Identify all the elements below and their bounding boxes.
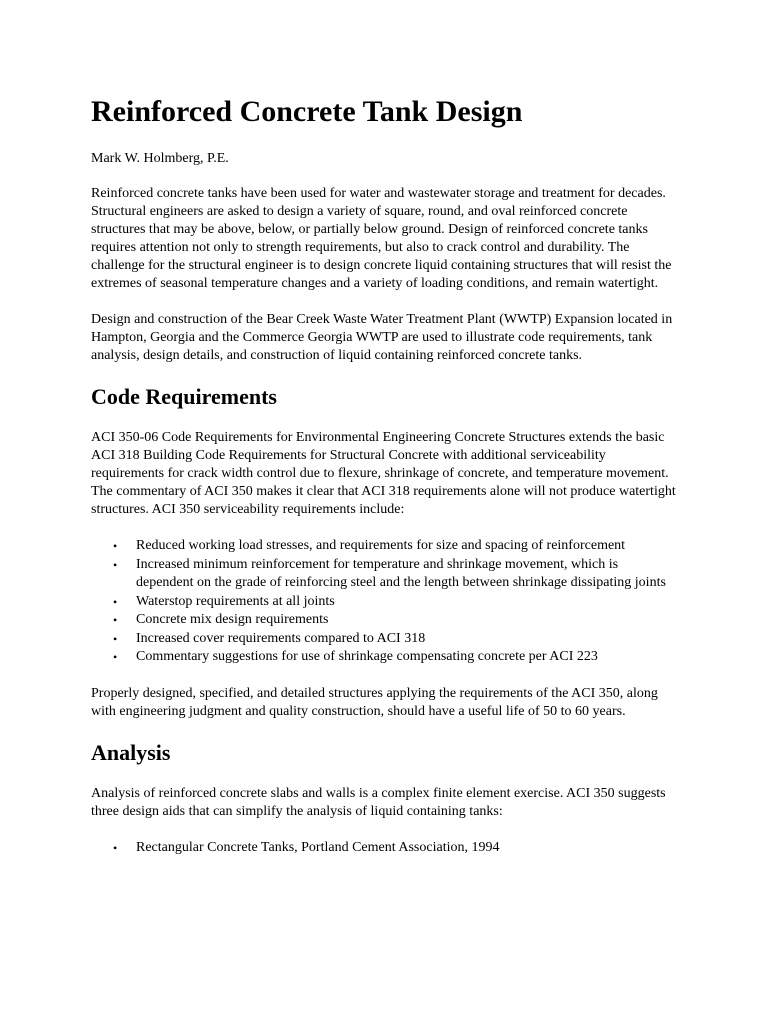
intro-paragraph-1: Reinforced concrete tanks have been used for water and wastewater storage and treatment for decades. Structural engineers are asked to design a variety of square, round, and oval reinforced concrete structures that may be above, below, or partially below ground. Design of reinforced concrete tanks requires attention not only to strength requirements, but also to crack control and durability. The challenge for the structural engineer is to design concrete liquid containing structures that will resist the extremes of seasonal temperature changes and a variety of loading conditions, and remain watertight.: [91, 186, 672, 291]
analysis-heading: Analysis: [91, 739, 171, 765]
analysis-section: [91, 739, 678, 858]
list-item: [113, 537, 678, 556]
bullet-icon: •: [113, 557, 118, 572]
bullet-icon: •: [113, 650, 118, 664]
code-requirements-section: [91, 383, 678, 721]
list-item: [113, 556, 678, 593]
author-line: Mark W. Holmberg, P.E.: [91, 151, 229, 166]
list-item: [113, 593, 678, 612]
list-item-text: Increased cover requirements compared to ACI 318: [136, 630, 426, 646]
bullet-icon: •: [113, 539, 118, 553]
intro-paragraph-2: Design and construction of the Bear Creek Waste Water Treatment Plant (WWTP) Expansion located in Hampton, Georgia and the Commerce Georgia WWTP are used to illustrate code requirements, tank analysis, design details, and construction of liquid containing reinforced concrete tanks.: [91, 312, 673, 363]
code-requirements-paragraph: ACI 350-06 Code Requirements for Environmental Engineering Concrete Structures extends the basic ACI 318 Building Code Requirements for Structural Concrete with additional serviceability requirements for crack width control due to flexure, shrinkage of concrete, and temperature movement. The commentary of ACI 350 makes it clear that ACI 318 requirements alone will not produce watertight structures. ACI 350 serviceability requirements include:: [91, 430, 676, 517]
list-item: [113, 648, 678, 667]
list-item-text: Concrete mix design requirements: [136, 612, 329, 627]
serviceability-requirements-list: [91, 537, 678, 667]
code-requirements-heading: Code Requirements: [91, 384, 277, 409]
bullet-icon: •: [113, 631, 118, 646]
list-item-text: Commentary suggestions for use of shrinkage compensating concrete per ACI 223: [136, 649, 598, 664]
list-item-text: Reduced working load stresses, and requirements for size and spacing of reinforcement: [136, 538, 626, 553]
bullet-icon: •: [113, 840, 118, 855]
list-item-text: Increased minimum reinforcement for temperature and shrinkage movement, which is dependent on the grade of reinforcing steel and the length between shrinkage dissipating joints: [136, 556, 666, 590]
list-item: [113, 611, 678, 630]
design-aids-list: [91, 839, 678, 858]
document-title: Reinforced Concrete Tank Design: [91, 95, 523, 128]
bullet-icon: •: [113, 594, 118, 609]
list-item-text: Waterstop requirements at all joints: [136, 593, 335, 609]
list-item: [113, 630, 678, 649]
list-item: [113, 839, 678, 858]
code-requirements-closing: Properly designed, specified, and detailed structures applying the requirements of the ACI 350, along with engineering judgment and quality construction, should have a useful life of 50 to 60 years.: [91, 685, 658, 719]
analysis-paragraph: Analysis of reinforced concrete slabs and walls is a complex finite element exercise. ACI 350 suggests three design aids that can simplify the analysis of liquid containing tanks:: [91, 785, 666, 819]
bullet-icon: •: [113, 613, 118, 627]
list-item-text: Rectangular Concrete Tanks, Portland Cement Association, 1994: [136, 839, 500, 855]
